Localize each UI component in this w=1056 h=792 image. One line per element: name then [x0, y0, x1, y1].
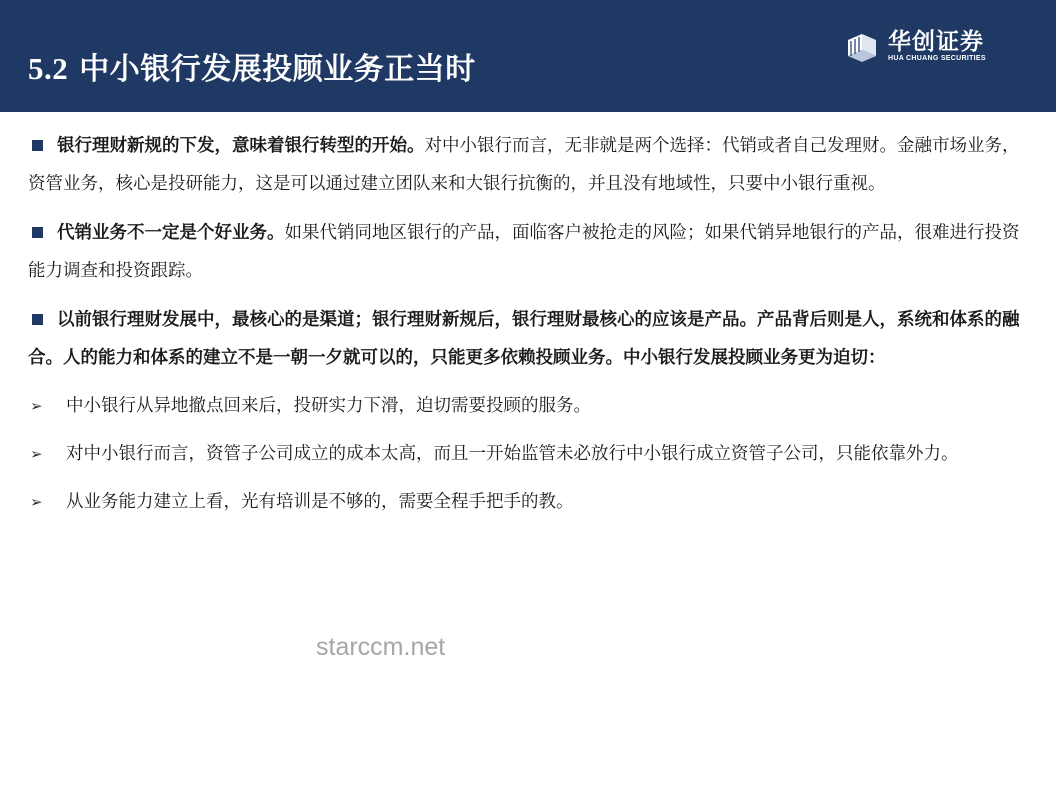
paragraph-2-text: 如果代销同地区银行的产品，面临客户被抢走的风险；如果代销异地银行的产品，很难进行投资能力调查和投资跟踪。 — [28, 223, 1020, 281]
bullet-item-3 — [28, 484, 1028, 520]
bullet-item-2 — [28, 436, 1028, 472]
paragraph-3-bold: 以前银行理财发展中，最核心的是渠道；银行理财新规后，银行理财最核心的应该是产品。产品背后则是人，系统和体系的融合。人的能力和体系的建立不是一朝一夕就可以的，只能更多依赖投顾业务。中小银行发展投顾业务更为迫切： — [28, 310, 1020, 368]
bullet-item-2-text: 对中小银行而言，资管子公司成立的成本太高，而且一开始监管未必放行中小银行成立资管子公司，只能依靠外力。 — [66, 444, 959, 464]
title-number: 5.2 — [28, 51, 69, 86]
arrow-bullet-icon: ➢ — [30, 493, 43, 511]
square-bullet-icon — [32, 314, 43, 325]
paragraph-1-bold: 银行理财新规的下发，意味着银行转型的开始。 — [57, 136, 425, 156]
slide-content — [28, 127, 1028, 532]
square-bullet-icon — [32, 227, 43, 238]
bullet-item-1-text: 中小银行从异地撤点回来后，投研实力下滑，迫切需要投顾的服务。 — [66, 396, 591, 416]
paragraph-3 — [28, 301, 1028, 377]
logo-english-name: HUA CHUANG SECURITIES — [888, 54, 986, 62]
bullet-item-1 — [28, 388, 1028, 424]
arrow-bullet-icon: ➢ — [30, 397, 43, 415]
logo-chinese-name: 华创证券 — [888, 28, 984, 55]
cube-logo-icon — [842, 26, 882, 66]
arrow-bullet-icon: ➢ — [30, 445, 43, 463]
slide-header — [0, 0, 1056, 112]
watermark-text: starccm.net — [316, 633, 446, 661]
company-logo — [842, 26, 986, 66]
title-text: 中小银行发展投顾业务正当时 — [79, 52, 476, 87]
paragraph-2 — [28, 214, 1028, 290]
paragraph-2-bold: 代销业务不一定是个好业务。 — [57, 223, 285, 243]
bullet-item-3-text: 从业务能力建立上看，光有培训是不够的，需要全程手把手的教。 — [66, 492, 574, 512]
square-bullet-icon — [32, 140, 43, 151]
paragraph-1-text: 对中小银行而言，无非就是两个选择：代销或者自己发理财。金融市场业务，资管业务，核心是投研能力，这是可以通过建立团队来和大银行抗衡的，并且没有地域性，只要中小银行重视。 — [28, 136, 1020, 194]
paragraph-1 — [28, 127, 1028, 203]
page-title — [28, 44, 476, 88]
